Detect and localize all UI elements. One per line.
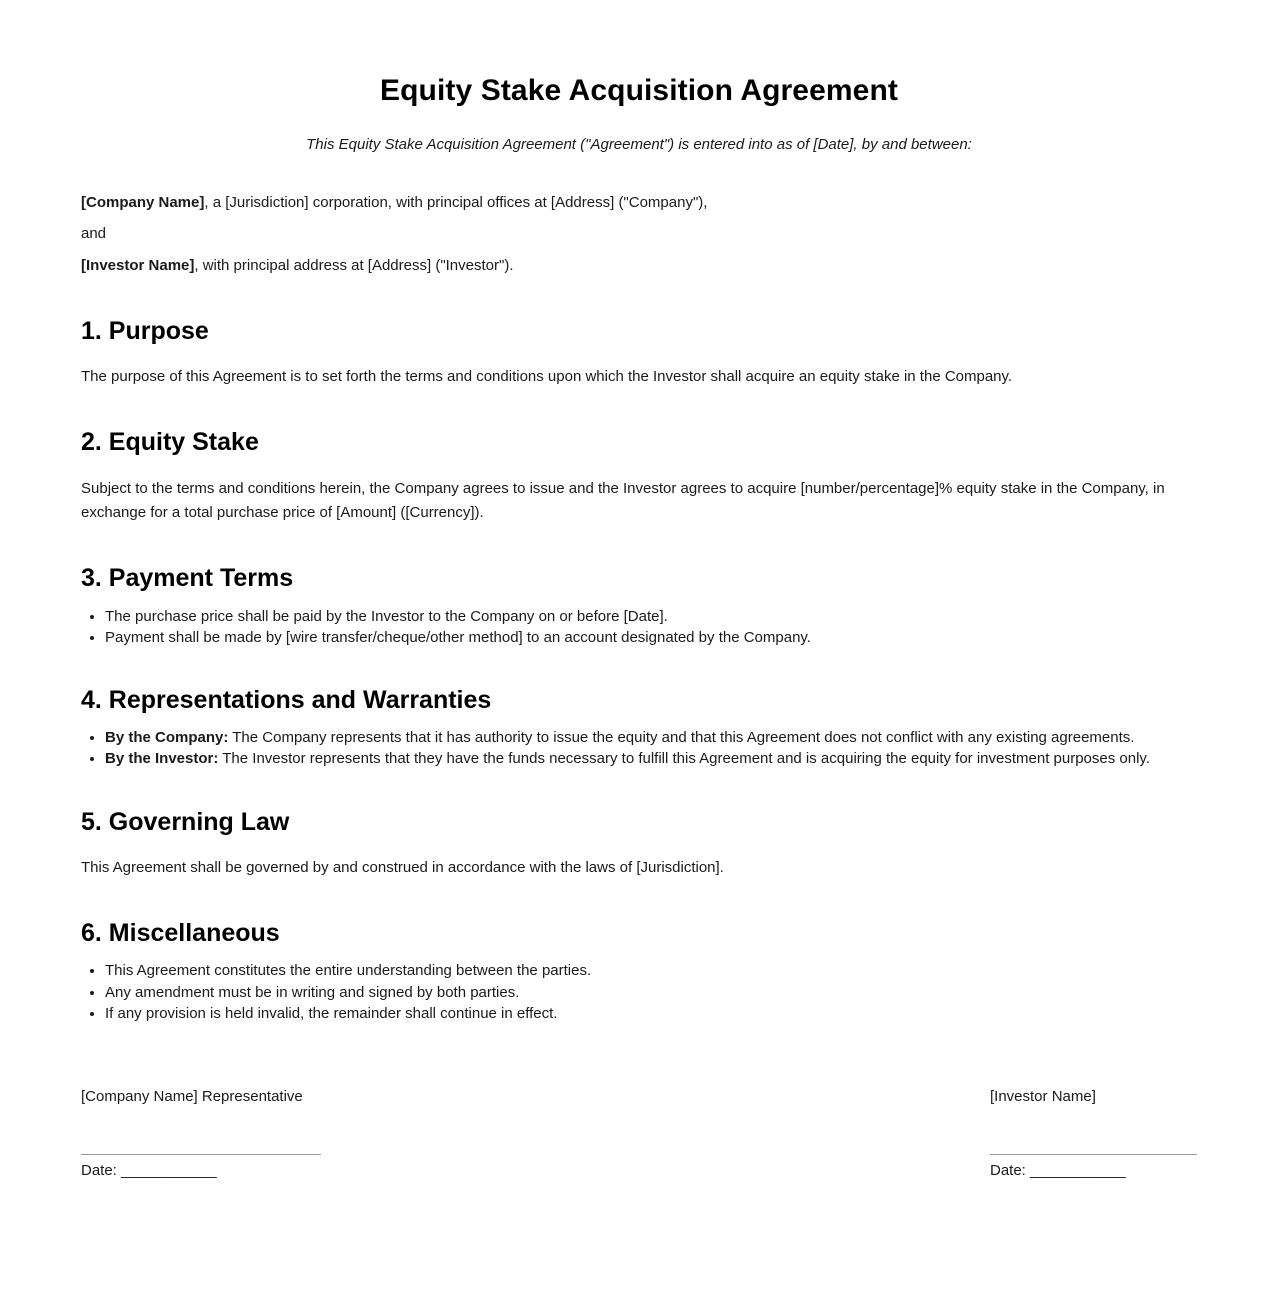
- list-item-lead: By the Company:: [105, 729, 229, 747]
- section-heading-representations-warranties: 4. Representations and Warranties: [81, 685, 492, 714]
- list-item: [105, 728, 1197, 747]
- section-heading-payment-terms: 3. Payment Terms: [81, 564, 294, 593]
- list-item: [105, 961, 1197, 980]
- company-date-blank: ____________: [121, 1161, 217, 1179]
- section-purpose: [81, 316, 1197, 390]
- investor-date-blank: ____________: [1030, 1161, 1126, 1179]
- section-governing-law: [81, 807, 1197, 881]
- parties-block: [81, 191, 1197, 278]
- company-name-label: [Company Name]: [81, 194, 205, 211]
- document-title: Equity Stake Acquisition Agreement: [380, 74, 898, 107]
- section-body-purpose: The purpose of this Agreement is to set forth the terms and conditions upon which the Investor shall acquire an equity stake in the Company.: [81, 368, 1013, 386]
- company-date-label: Date:: [81, 1161, 117, 1179]
- signature-block: [81, 1085, 1197, 1183]
- list-item-text: This Agreement constitutes the entire understanding between the parties.: [105, 962, 592, 980]
- company-signatory-label: [Company Name] Representative: [81, 1087, 303, 1105]
- list-item-text: If any provision is held invalid, the remainder shall continue in effect.: [105, 1004, 558, 1022]
- investor-party-line: [81, 254, 1197, 278]
- section-heading-miscellaneous: 6. Miscellaneous: [81, 919, 280, 948]
- investor-signature-line: [990, 1154, 1197, 1155]
- section-heading-governing-law: 5. Governing Law: [81, 807, 290, 836]
- section-representations-warranties: [81, 685, 1197, 769]
- parties-conjunction: and: [81, 225, 107, 243]
- list-item-text: The Company represents that it has authority to issue the equity and that this Agreement does not conflict with any existing agreements.: [228, 729, 1135, 747]
- company-date-field: [81, 1159, 321, 1183]
- section-payment-terms: [81, 563, 1197, 647]
- list-item-lead: By the Investor:: [105, 750, 219, 768]
- section-body-governing-law: This Agreement shall be governed by and construed in accordance with the laws of [Jurisdiction].: [81, 858, 724, 876]
- investor-signatory-label: [Investor Name]: [990, 1087, 1096, 1105]
- list-item: [105, 749, 1197, 768]
- section-heading-equity-stake: 2. Equity Stake: [81, 428, 259, 457]
- list-item: [105, 1004, 1197, 1023]
- investor-date-label: Date:: [990, 1161, 1026, 1179]
- list-item-text: The Investor represents that they have the funds necessary to fulfill this Agreement and is acquiring the equity for investment purposes only.: [218, 750, 1150, 768]
- investor-name-label: [Investor Name]: [81, 256, 195, 274]
- section-body-equity-stake: Subject to the terms and conditions herein, the Company agrees to issue and the Investor agrees to acquire [number/percentage]% equity stake in the Company, in exchange for a total purchase price of [Amount] ([Currency]).: [81, 479, 1165, 521]
- payment-terms-list: [81, 607, 1197, 647]
- list-item-text: Payment shall be made by [wire transfer/cheque/other method] to an account designated by the Company.: [105, 628, 811, 646]
- section-equity-stake: [81, 427, 1197, 525]
- company-party-line: [81, 191, 1197, 215]
- investor-date-field: [990, 1159, 1197, 1183]
- representations-list: [81, 728, 1197, 768]
- investor-signature-column: [990, 1085, 1197, 1183]
- document-subtitle: This Equity Stake Acquisition Agreement ("Agreement") is entered into as of [Date], by and between:: [306, 136, 972, 153]
- list-item: [105, 607, 1197, 626]
- section-miscellaneous: [81, 918, 1197, 1023]
- list-item-text: The purchase price shall be paid by the Investor to the Company on or before [Date].: [105, 607, 668, 625]
- section-heading-purpose: 1. Purpose: [81, 316, 209, 345]
- company-party-detail: , a [Jurisdiction] corporation, with principal offices at [Address] ("Company"),: [204, 194, 708, 211]
- company-signature-column: [81, 1085, 321, 1183]
- list-item-text: Any amendment must be in writing and signed by both parties.: [105, 983, 520, 1001]
- list-item: [105, 628, 1197, 647]
- investor-party-detail: , with principal address at [Address] ("Investor").: [194, 256, 514, 274]
- miscellaneous-list: [81, 961, 1197, 1023]
- list-item: [105, 983, 1197, 1002]
- company-signature-line: [81, 1154, 321, 1155]
